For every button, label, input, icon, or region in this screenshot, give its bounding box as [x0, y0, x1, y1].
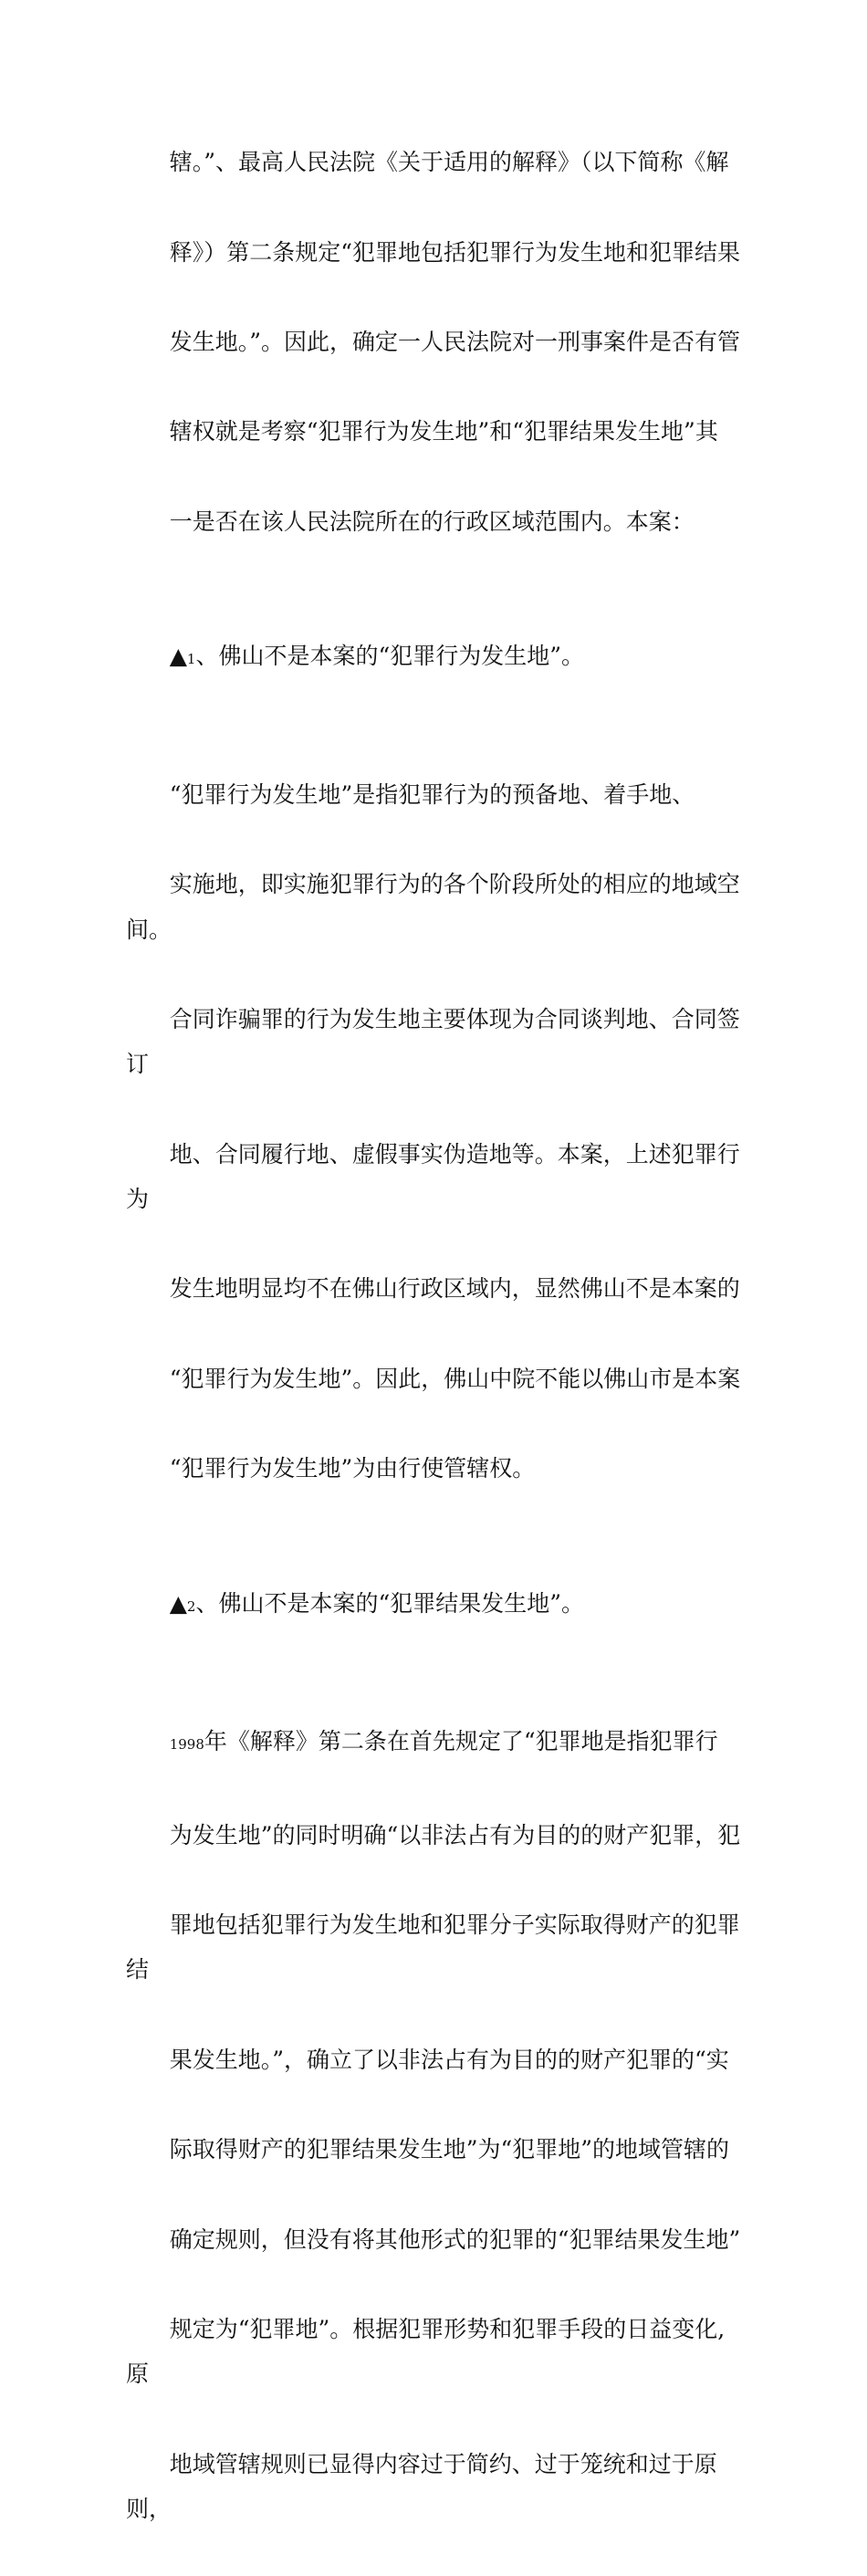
text-line: 为发生地”的同时明确“以非法占有为目的的财产犯罪，犯 — [169, 1821, 741, 1848]
text-line: 实施地，即实施犯罪行为的各个阶段所处的相应的地域空间。 — [126, 871, 740, 943]
triangle-marker-icon: ▲ — [169, 1589, 187, 1617]
text-line: 合同诈骗罪的行为发生地主要体现为合同谈判地、合同签订 — [126, 1006, 740, 1078]
heading-number: 2 — [186, 1597, 196, 1615]
text-line: 发生地明显均不在佛山行政区域内，显然佛山不是本案的 — [169, 1275, 740, 1303]
text-line: 罪地包括犯罪行为发生地和犯罪分子实际取得财产的犯罪结 — [126, 1911, 740, 1984]
text-line: 辖权就是考察“犯罪行为发生地”和“犯罪结果发生地”其 — [169, 418, 718, 445]
paragraph-3 — [126, 728, 743, 1536]
paragraph-5 — [126, 1674, 743, 2576]
paragraph-1 — [126, 95, 743, 589]
heading-number: 1 — [186, 651, 196, 668]
triangle-marker-icon: ▲ — [169, 643, 187, 670]
text-line: 果发生地。”，确立了以非法占有为目的的财产犯罪的“实 — [169, 2046, 729, 2073]
text-line: “犯罪行为发生地”为由行使管辖权。 — [169, 1455, 536, 1482]
text-line: 际取得财产的犯罪结果发生地”为“犯罪地”的地域管辖的 — [169, 2136, 730, 2163]
text-line: 辖。”、最高人民法院《关于适用的解释》（以下简称《解 — [169, 149, 729, 176]
text-line: 年《解释》第二条在首先规定了“犯罪地是指犯罪行 — [204, 1728, 718, 1755]
document-body — [126, 95, 743, 2576]
section-heading-2 — [126, 1536, 743, 1675]
text-line: 地域管辖规则已显得内容过于简约、过于笼统和过于原则， — [126, 2450, 717, 2522]
text-line: 确定规则，但没有将其他形式的犯罪的“犯罪结果发生地” — [169, 2225, 741, 2253]
text-line: 地、合同履行地、虚假事实伪造地等。本案，上述犯罪行为 — [126, 1140, 740, 1212]
year-number: 1998 — [169, 1736, 204, 1754]
text-line: 发生地。”。因此，确定一人民法院对一刑事案件是否有管 — [169, 329, 740, 356]
heading-text: 、佛山不是本案的“犯罪行为发生地”。 — [195, 643, 585, 670]
text-line: “犯罪行为发生地”是指犯罪行为的预备地、着手地、 — [169, 781, 695, 809]
section-heading-1 — [126, 589, 743, 728]
heading-text: 、佛山不是本案的“犯罪结果发生地”。 — [195, 1589, 585, 1617]
text-line: 规定为“犯罪地”。根据犯罪形势和犯罪手段的日益变化,原 — [126, 2315, 726, 2388]
text-line: 释》）第二条规定“犯罪地包括犯罪行为发生地和犯罪结果 — [169, 238, 740, 266]
text-line: 一是否在该人民法院所在的行政区域范围内。本案： — [169, 508, 695, 535]
text-line: “犯罪行为发生地”。因此，佛山中院不能以佛山市是本案 — [169, 1365, 741, 1392]
